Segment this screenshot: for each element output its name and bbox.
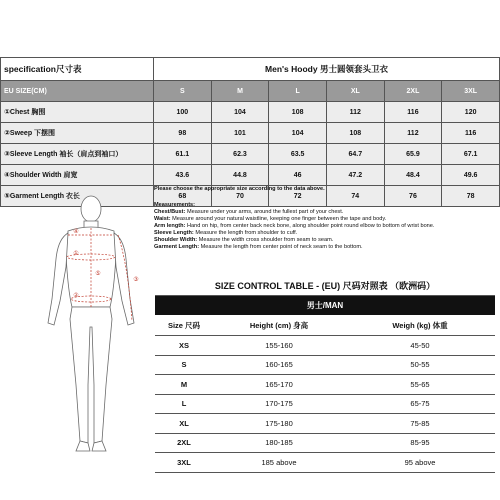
choose-size-note: Please choose the appropriate size according to the data above. [154, 186, 325, 192]
note-garment-length [154, 244, 497, 251]
shoulder-marker: ④ [73, 228, 79, 235]
spec-header-row [1, 81, 500, 102]
height-cell: 175-180 [213, 414, 345, 434]
height-cell: 170-175 [213, 394, 345, 414]
spec-cell: 48.4 [384, 165, 442, 186]
weight-cell: 50-55 [345, 355, 495, 375]
weight-column-header: Weigh (kg) 体重 [345, 315, 495, 336]
size-chart-title-row [155, 275, 495, 296]
spec-size-header: S [154, 81, 212, 102]
spec-cell: 72 [269, 186, 327, 207]
note-chest [154, 209, 497, 216]
spec-cell: 74 [326, 186, 384, 207]
gender-band-label: 男士/MAN [155, 296, 495, 316]
sweep-marker: ② [73, 292, 79, 299]
spec-cell: 98 [154, 123, 212, 144]
size-cell: M [155, 375, 213, 395]
spec-cell: 61.1 [154, 144, 212, 165]
spec-cell: 78 [442, 186, 500, 207]
spec-row-label: ③Sleeve Length 袖长（肩点到袖口） [1, 144, 154, 165]
garment-length-marker: ⑤ [95, 270, 101, 277]
spec-cell: 76 [384, 186, 442, 207]
spec-product-title: Men's Hoody 男士圆领套头卫衣 [154, 58, 500, 81]
height-cell: 185 above [213, 453, 345, 473]
height-column-header: Height (cm) 身高 [213, 315, 345, 336]
spec-cell: 108 [326, 123, 384, 144]
note-term: Garment Length: [154, 244, 200, 250]
size-chart-band [155, 296, 495, 316]
size-cell: S [155, 355, 213, 375]
spec-cell: 43.6 [154, 165, 212, 186]
weight-cell: 45-50 [345, 336, 495, 356]
weight-cell: 55-65 [345, 375, 495, 395]
size-cell: XS [155, 336, 213, 356]
weight-cell: 75-85 [345, 414, 495, 434]
note-text: Hand on hip, from center back neck bone, along shoulder point round elbow to bottom of wrist bone. [185, 223, 435, 229]
size-cell: 3XL [155, 453, 213, 473]
note-term: Sleeve Length: [154, 230, 194, 236]
chest-marker: ① [73, 250, 79, 257]
note-text: Measure around your natural waistline, keeping one finger between the tape and body. [170, 216, 387, 222]
spec-cell: 116 [442, 123, 500, 144]
height-cell: 160-165 [213, 355, 345, 375]
spec-row-shoulder [1, 165, 500, 186]
spec-cell: 46 [269, 165, 327, 186]
note-shoulder-width [154, 237, 497, 244]
spec-row-label: ④Shoulder Width 肩宽 [1, 165, 154, 186]
spec-table [0, 57, 500, 207]
spec-cell: 47.2 [326, 165, 384, 186]
spec-cell: 44.8 [211, 165, 269, 186]
spec-title-row [1, 58, 500, 81]
spec-size-header: M [211, 81, 269, 102]
spec-cell: 112 [384, 123, 442, 144]
note-text: Measure the length from center point of neck seam to the bottom. [199, 244, 363, 250]
spec-size-header: 3XL [442, 81, 500, 102]
spec-cell: 112 [326, 102, 384, 123]
size-column-header: Size 尺码 [155, 315, 213, 336]
note-term: Arm length: [154, 223, 186, 229]
note-text: Measure the width cross shoulder from seam to seam. [197, 237, 334, 243]
note-sleeve-length [154, 230, 497, 237]
spec-cell: 64.7 [326, 144, 384, 165]
weight-cell: 85-95 [345, 433, 495, 453]
body-figure [32, 195, 150, 457]
size-cell: 2XL [155, 433, 213, 453]
spec-row-label: ②Sweep 下摆围 [1, 123, 154, 144]
weight-cell: 65-75 [345, 394, 495, 414]
spec-row-label: ⑤Garment Length 衣长 [1, 186, 154, 207]
sleeve-marker: ③ [133, 276, 139, 283]
size-chart-row [155, 453, 495, 473]
spec-cell: 65.9 [384, 144, 442, 165]
spec-cell: 49.6 [442, 165, 500, 186]
spec-header-label: EU SIZE(CM) [1, 81, 154, 102]
note-text: Measure the length from shoulder to cuff. [193, 230, 298, 236]
size-chart-row [155, 355, 495, 375]
spec-cell: 67.1 [442, 144, 500, 165]
measurement-notes [154, 186, 497, 251]
size-chart-row [155, 433, 495, 453]
note-arm-length [154, 223, 497, 230]
spec-size-header: XL [326, 81, 384, 102]
note-term: Waist: [154, 216, 171, 222]
spec-row-chest [1, 102, 500, 123]
size-sheet [0, 57, 500, 467]
note-term: Chest/Bust: [154, 209, 186, 215]
size-cell: L [155, 394, 213, 414]
height-cell: 180-185 [213, 433, 345, 453]
spec-cell: 116 [384, 102, 442, 123]
height-cell: 165-170 [213, 375, 345, 395]
spec-row-sweep [1, 123, 500, 144]
size-chart-header-row [155, 315, 495, 336]
size-chart-title: SIZE CONTROL TABLE - (EU) 尺码对照表 （欧洲码） [155, 275, 495, 296]
spec-cell: 101 [211, 123, 269, 144]
size-control-table [155, 275, 495, 473]
note-text: Measure under your arms, around the fullest part of your chest. [185, 209, 344, 215]
size-chart-row [155, 336, 495, 356]
weight-cell: 95 above [345, 453, 495, 473]
spec-row-label: ①Chest 胸围 [1, 102, 154, 123]
spec-cell: 120 [442, 102, 500, 123]
spec-cell: 62.3 [211, 144, 269, 165]
spec-cell: 100 [154, 102, 212, 123]
spec-size-header: 2XL [384, 81, 442, 102]
spec-cell: 63.5 [269, 144, 327, 165]
size-chart-row [155, 394, 495, 414]
size-chart-row [155, 414, 495, 434]
spec-cell: 108 [269, 102, 327, 123]
spec-row-sleeve [1, 144, 500, 165]
height-cell: 155-160 [213, 336, 345, 356]
spec-cell: 70 [211, 186, 269, 207]
note-term: Shoulder Width: [154, 237, 198, 243]
spec-title-label: specification尺寸表 [1, 58, 154, 81]
measurements-heading: Measurements: [154, 202, 196, 208]
spec-size-header: L [269, 81, 327, 102]
note-waist [154, 216, 497, 223]
spec-cell: 104 [211, 102, 269, 123]
spec-cell: 68 [154, 186, 212, 207]
size-cell: XL [155, 414, 213, 434]
spec-cell: 104 [269, 123, 327, 144]
size-chart-row [155, 375, 495, 395]
